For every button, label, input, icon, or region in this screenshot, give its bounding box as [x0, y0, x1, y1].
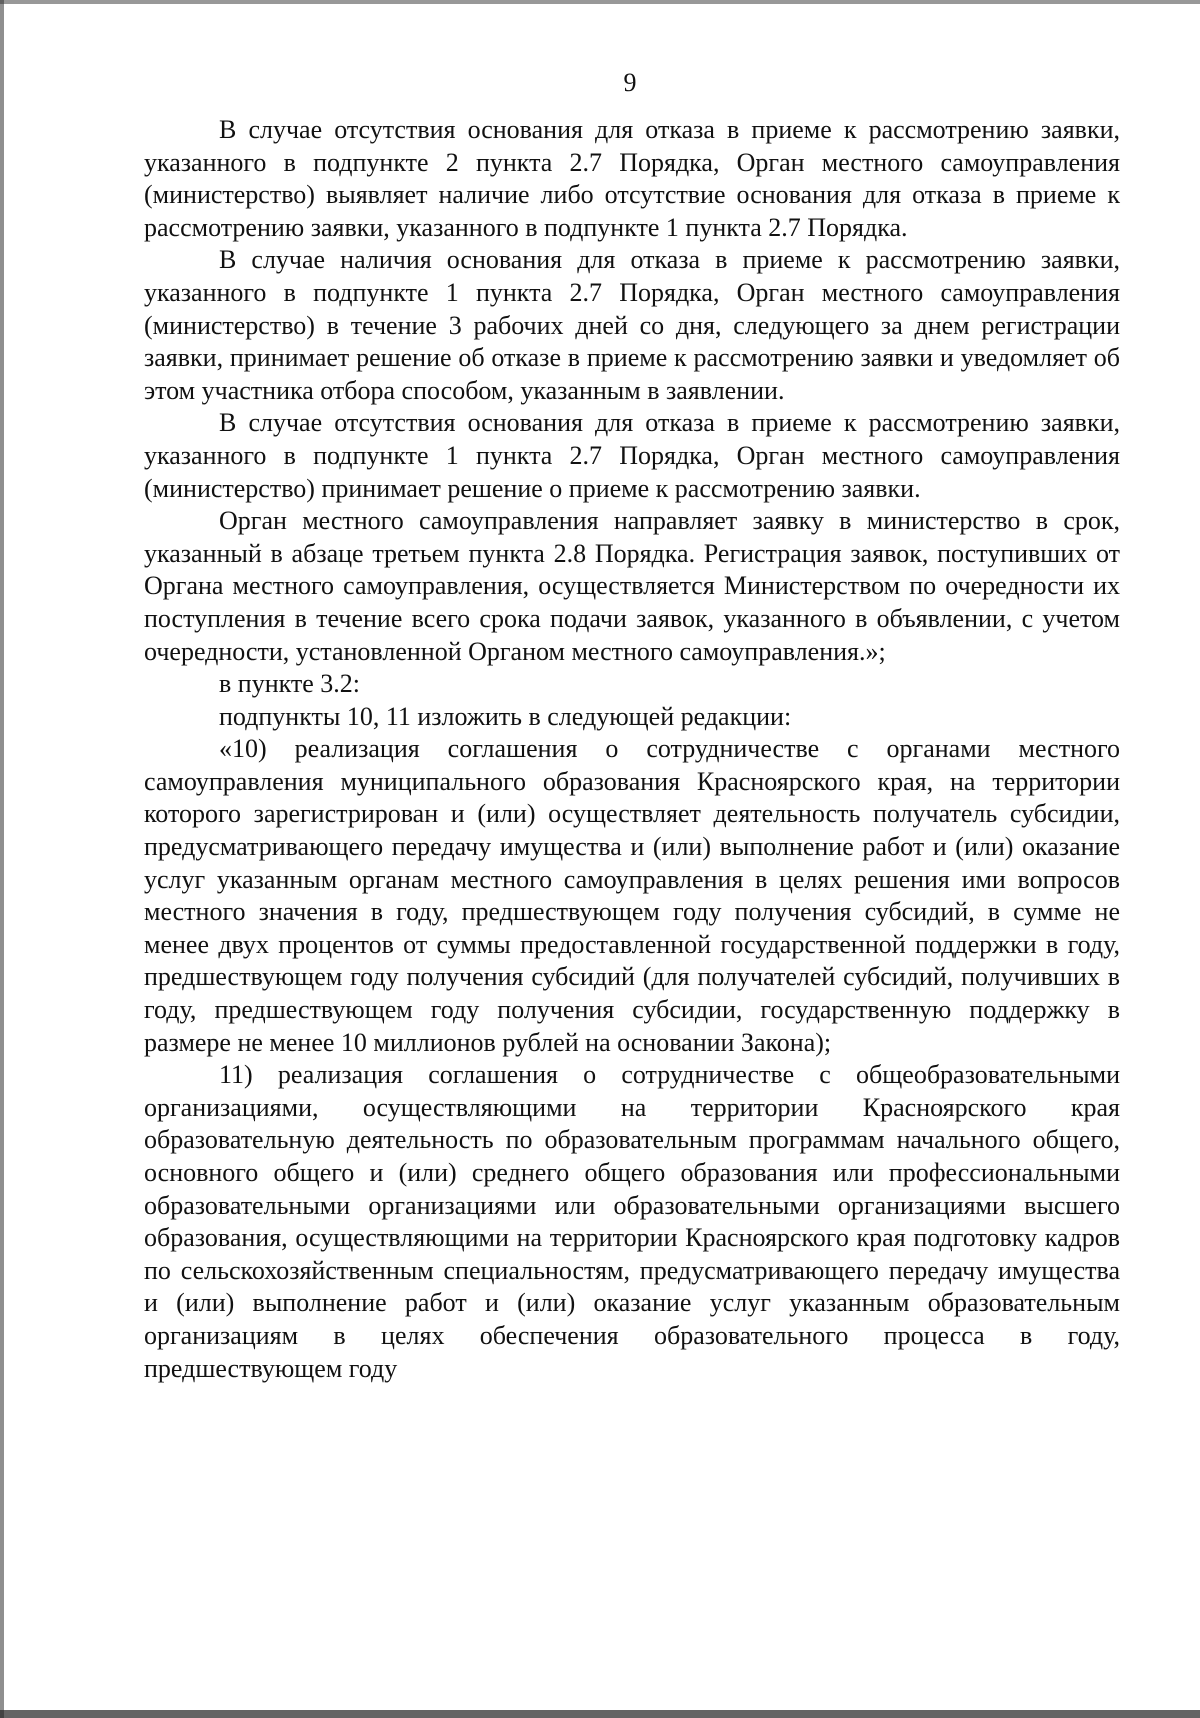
- scan-edge-top: [0, 0, 1200, 4]
- paragraph: подпункты 10, 11 изложить в следующей редакции:: [219, 701, 792, 731]
- paragraph: В случае наличия основания для отказа в приеме к рассмотрению заявки, указанного в подпункте 1 пункта 2.7 Порядка, Орган местного самоуправления (министерство) в течение 3 рабочих дней со дня, следующего за днем регистрации заявки, принимает решение об отказе в приеме к рассмотрению заявки и уведомляет об этом участника отбора способом, указанным в заявлении.: [144, 245, 1120, 405]
- paragraph: В случае отсутствия основания для отказа в приеме к рассмотрению заявки, указанного в подпункте 1 пункта 2.7 Порядка, Орган местного самоуправления (министерство) принимает решение о приеме к рассмотрению заявки.: [144, 408, 1120, 503]
- paragraph: 11) реализация соглашения о сотрудничестве с общеобразовательными организациями, осуществляющими на территории Красноярского края образовательную деятельность по образовательным программам начального общего, основного общего и (или) среднего общего образования или профессиональными образовательными организациями или образовательными организациями высшего образования, осуществляющими на территории Красноярского края подготовку кадров по сельскохозяйственным специальностям, предусматривающего передачу имущества и (или) выполнение работ и (или) оказание услуг указанным образовательным организациям в целях обеспечения образовательного процесса в году, предшествующем году: [144, 1060, 1120, 1383]
- paragraph: Орган местного самоуправления направляет заявку в министерство в срок, указанный в абзаце третьем пункта 2.8 Порядка. Регистрация заявок, поступивших от Органа местного самоуправления, осуществляется Министерством по очередности их поступления в течение всего срока подачи заявок, указанного в объявлении, с учетом очередности, установленной Органом местного самоуправления.»;: [144, 506, 1120, 666]
- page-number: 9: [623, 68, 637, 97]
- document-body: [144, 114, 1120, 1385]
- scan-edge-left: [0, 0, 4, 1718]
- scan-edge-bottom: [0, 1710, 1200, 1718]
- paragraph: В случае отсутствия основания для отказа в приеме к рассмотрению заявки, указанного в подпункте 2 пункта 2.7 Порядка, Орган местного самоуправления (министерство) выявляет наличие либо отсутствие основания для отказа в приеме к рассмотрению заявки, указанного в подпункте 1 пункта 2.7 Порядка.: [144, 115, 1120, 242]
- paragraph: в пункте 3.2:: [219, 669, 361, 699]
- paragraph: «10) реализация соглашения о сотрудничестве с органами местного самоуправления муниципального образования Красноярского края, на территории которого зарегистрирован и (или) осуществляет деятельность получатель субсидии, предусматривающего передачу имущества и (или) выполнение работ и (или) оказание услуг указанным органам местного самоуправления в целях решения ими вопросов местного значения в году, предшествующем году получения субсидий, в сумме не менее двух процентов от суммы предоставленной государственной поддержки в году, предшествующем году получения субсидий (для получателей субсидий, получивших в году, предшествующем году получения субсидии, государственную поддержку в размере не менее 10 миллионов рублей на основании Закона);: [144, 734, 1120, 1057]
